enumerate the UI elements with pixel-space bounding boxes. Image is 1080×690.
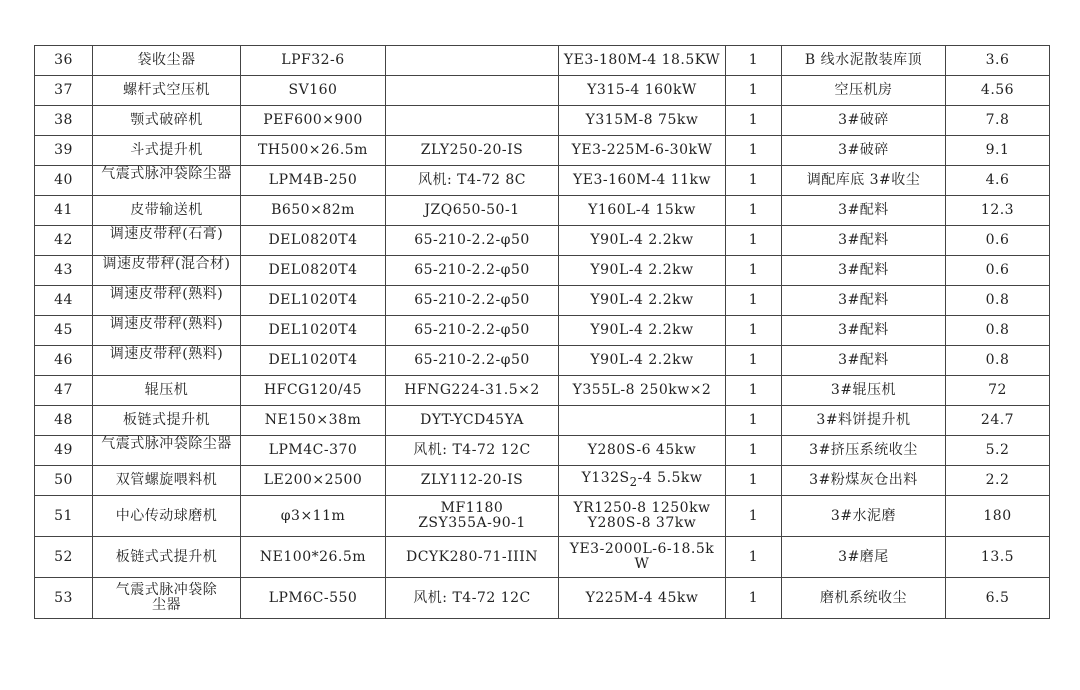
cell-name <box>93 578 241 619</box>
cell-qty: 1 <box>726 537 782 578</box>
cell-qty: 1 <box>726 376 782 406</box>
cell-motor: Y90L-4 2.2kw <box>559 226 726 256</box>
cell-qty: 1 <box>726 286 782 316</box>
cell-model: LPM4B-250 <box>241 166 386 196</box>
cell-name: 双管螺旋喂料机 <box>93 466 241 496</box>
cell-name: 颚式破碎机 <box>93 106 241 136</box>
cell-name: 螺杆式空压机 <box>93 76 241 106</box>
cell-no: 44 <box>35 286 93 316</box>
cell-motor <box>559 466 726 496</box>
cell-spec: 风机: T4-72 8C <box>386 166 559 196</box>
table-row <box>35 226 1050 256</box>
cell-no: 53 <box>35 578 93 619</box>
cell-spec <box>386 496 559 537</box>
cell-power: 9.1 <box>946 136 1050 166</box>
cell-name: 气震式脉冲袋除尘器 <box>93 166 241 196</box>
cell-name: 板链式式提升机 <box>93 537 241 578</box>
cell-power: 0.6 <box>946 226 1050 256</box>
cell-location: B 线水泥散装库顶 <box>782 46 946 76</box>
cell-model: LPM6C-550 <box>241 578 386 619</box>
table-row <box>35 436 1050 466</box>
cell-spec: DCYK280-71-IIIN <box>386 537 559 578</box>
cell-name: 调速皮带秤(石膏) <box>93 226 241 256</box>
table-row <box>35 466 1050 496</box>
cell-qty: 1 <box>726 346 782 376</box>
cell-spec: DYT-YCD45YA <box>386 406 559 436</box>
table-row <box>35 346 1050 376</box>
cell-no: 49 <box>35 436 93 466</box>
cell-name: 调速皮带秤(熟料) <box>93 286 241 316</box>
cell-model: PEF600×900 <box>241 106 386 136</box>
cell-name: 调速皮带秤(熟料) <box>93 346 241 376</box>
table-row <box>35 256 1050 286</box>
cell-name: 斗式提升机 <box>93 136 241 166</box>
table-row <box>35 166 1050 196</box>
cell-motor <box>559 496 726 537</box>
table-row <box>35 46 1050 76</box>
table-row <box>35 136 1050 166</box>
cell-motor: Y315-4 160kW <box>559 76 726 106</box>
cell-qty: 1 <box>726 46 782 76</box>
cell-spec: 风机: T4-72 12C <box>386 436 559 466</box>
cell-spec <box>386 46 559 76</box>
cell-location: 3#配料 <box>782 226 946 256</box>
table-row <box>35 406 1050 436</box>
cell-qty: 1 <box>726 406 782 436</box>
cell-power: 0.8 <box>946 286 1050 316</box>
cell-power: 4.56 <box>946 76 1050 106</box>
cell-no: 38 <box>35 106 93 136</box>
cell-spec: 65-210-2.2-φ50 <box>386 226 559 256</box>
cell-location: 3#磨尾 <box>782 537 946 578</box>
cell-motor: Y90L-4 2.2kw <box>559 256 726 286</box>
cell-qty: 1 <box>726 136 782 166</box>
table-row <box>35 376 1050 406</box>
cell-power: 2.2 <box>946 466 1050 496</box>
cell-power: 0.8 <box>946 316 1050 346</box>
cell-no: 37 <box>35 76 93 106</box>
motor-line: W <box>634 556 650 572</box>
cell-power: 24.7 <box>946 406 1050 436</box>
cell-model: DEL1020T4 <box>241 346 386 376</box>
cell-qty: 1 <box>726 106 782 136</box>
cell-spec: 65-210-2.2-φ50 <box>386 316 559 346</box>
motor-line: Y280S-8 37kw <box>587 515 697 531</box>
table-row <box>35 578 1050 619</box>
cell-name: 调速皮带秤(熟料) <box>93 316 241 346</box>
cell-power: 13.5 <box>946 537 1050 578</box>
table-row <box>35 537 1050 578</box>
table-row <box>35 196 1050 226</box>
cell-location: 调配库底 3#收尘 <box>782 166 946 196</box>
cell-spec: 65-210-2.2-φ50 <box>386 346 559 376</box>
cell-model: HFCG120/45 <box>241 376 386 406</box>
cell-power: 7.8 <box>946 106 1050 136</box>
spec-line: ZSY355A-90-1 <box>418 515 526 531</box>
motor-main: Y132S <box>581 470 630 487</box>
cell-qty: 1 <box>726 196 782 226</box>
cell-name: 板链式提升机 <box>93 406 241 436</box>
cell-model: LPF32-6 <box>241 46 386 76</box>
cell-motor: Y280S-6 45kw <box>559 436 726 466</box>
cell-qty: 1 <box>726 436 782 466</box>
cell-motor: Y355L-8 250kw×2 <box>559 376 726 406</box>
cell-location: 磨机系统收尘 <box>782 578 946 619</box>
equipment-table <box>34 45 1050 619</box>
name-line: 尘器 <box>152 597 181 613</box>
cell-motor: Y225M-4 45kw <box>559 578 726 619</box>
cell-name: 中心传动球磨机 <box>93 496 241 537</box>
motor-subscript: 2 <box>629 474 638 489</box>
cell-power: 12.3 <box>946 196 1050 226</box>
cell-model: DEL0820T4 <box>241 226 386 256</box>
cell-location: 3#配料 <box>782 256 946 286</box>
cell-power: 72 <box>946 376 1050 406</box>
cell-power: 180 <box>946 496 1050 537</box>
motor-line: YR1250-8 1250kw <box>573 500 711 516</box>
cell-spec <box>386 76 559 106</box>
cell-no: 50 <box>35 466 93 496</box>
table-row <box>35 316 1050 346</box>
cell-model: LE200×2500 <box>241 466 386 496</box>
table-row <box>35 76 1050 106</box>
cell-power: 3.6 <box>946 46 1050 76</box>
motor-rest: -4 5.5kw <box>637 470 703 487</box>
cell-power: 0.8 <box>946 346 1050 376</box>
cell-qty: 1 <box>726 76 782 106</box>
cell-no: 43 <box>35 256 93 286</box>
cell-qty: 1 <box>726 466 782 496</box>
cell-spec: JZQ650-50-1 <box>386 196 559 226</box>
cell-motor: Y90L-4 2.2kw <box>559 346 726 376</box>
cell-model: NE150×38m <box>241 406 386 436</box>
table-row <box>35 286 1050 316</box>
cell-qty: 1 <box>726 166 782 196</box>
table-row <box>35 106 1050 136</box>
cell-spec: 65-210-2.2-φ50 <box>386 256 559 286</box>
cell-spec: 65-210-2.2-φ50 <box>386 286 559 316</box>
cell-motor: YE3-225M-6-30kW <box>559 136 726 166</box>
cell-model: LPM4C-370 <box>241 436 386 466</box>
cell-model: DEL0820T4 <box>241 256 386 286</box>
cell-location: 3#辊压机 <box>782 376 946 406</box>
cell-no: 52 <box>35 537 93 578</box>
cell-model: SV160 <box>241 76 386 106</box>
cell-no: 41 <box>35 196 93 226</box>
cell-qty: 1 <box>726 578 782 619</box>
cell-qty: 1 <box>726 496 782 537</box>
cell-motor: Y90L-4 2.2kw <box>559 286 726 316</box>
cell-spec: ZLY112-20-IS <box>386 466 559 496</box>
cell-no: 46 <box>35 346 93 376</box>
cell-location: 3#料饼提升机 <box>782 406 946 436</box>
cell-motor: Y160L-4 15kw <box>559 196 726 226</box>
cell-qty: 1 <box>726 316 782 346</box>
cell-location: 3#挤压系统收尘 <box>782 436 946 466</box>
cell-no: 47 <box>35 376 93 406</box>
cell-model: DEL1020T4 <box>241 286 386 316</box>
cell-location: 3#配料 <box>782 316 946 346</box>
cell-name: 气震式脉冲袋除尘器 <box>93 436 241 466</box>
cell-spec: ZLY250-20-IS <box>386 136 559 166</box>
cell-motor <box>559 406 726 436</box>
cell-location: 3#粉煤灰仓出料 <box>782 466 946 496</box>
cell-name: 辊压机 <box>93 376 241 406</box>
cell-name: 皮带输送机 <box>93 196 241 226</box>
cell-no: 42 <box>35 226 93 256</box>
cell-model: φ3×11m <box>241 496 386 537</box>
cell-power: 4.6 <box>946 166 1050 196</box>
cell-no: 48 <box>35 406 93 436</box>
cell-motor: YE3-160M-4 11kw <box>559 166 726 196</box>
cell-spec: 风机: T4-72 12C <box>386 578 559 619</box>
cell-no: 39 <box>35 136 93 166</box>
cell-location: 3#配料 <box>782 196 946 226</box>
cell-motor: YE3-180M-4 18.5KW <box>559 46 726 76</box>
cell-name: 调速皮带秤(混合材) <box>93 256 241 286</box>
name-line: 气震式脉冲袋除 <box>115 582 218 598</box>
cell-no: 36 <box>35 46 93 76</box>
cell-location: 空压机房 <box>782 76 946 106</box>
cell-no: 45 <box>35 316 93 346</box>
cell-name: 袋收尘器 <box>93 46 241 76</box>
cell-motor <box>559 537 726 578</box>
cell-location: 3#配料 <box>782 346 946 376</box>
cell-location: 3#配料 <box>782 286 946 316</box>
cell-no: 40 <box>35 166 93 196</box>
cell-location: 3#破碎 <box>782 106 946 136</box>
cell-model: DEL1020T4 <box>241 316 386 346</box>
cell-qty: 1 <box>726 226 782 256</box>
cell-power: 5.2 <box>946 436 1050 466</box>
cell-location: 3#破碎 <box>782 136 946 166</box>
cell-motor: Y90L-4 2.2kw <box>559 316 726 346</box>
motor-line: YE3-2000L-6-18.5k <box>569 541 715 557</box>
cell-location: 3#水泥磨 <box>782 496 946 537</box>
spec-line: MF1180 <box>440 500 504 516</box>
cell-no: 51 <box>35 496 93 537</box>
cell-model: TH500×26.5m <box>241 136 386 166</box>
cell-spec: HFNG224-31.5×2 <box>386 376 559 406</box>
cell-model: NE100*26.5m <box>241 537 386 578</box>
cell-model: B650×82m <box>241 196 386 226</box>
table-row <box>35 496 1050 537</box>
cell-spec <box>386 106 559 136</box>
cell-qty: 1 <box>726 256 782 286</box>
cell-power: 6.5 <box>946 578 1050 619</box>
cell-power: 0.6 <box>946 256 1050 286</box>
cell-motor: Y315M-8 75kw <box>559 106 726 136</box>
